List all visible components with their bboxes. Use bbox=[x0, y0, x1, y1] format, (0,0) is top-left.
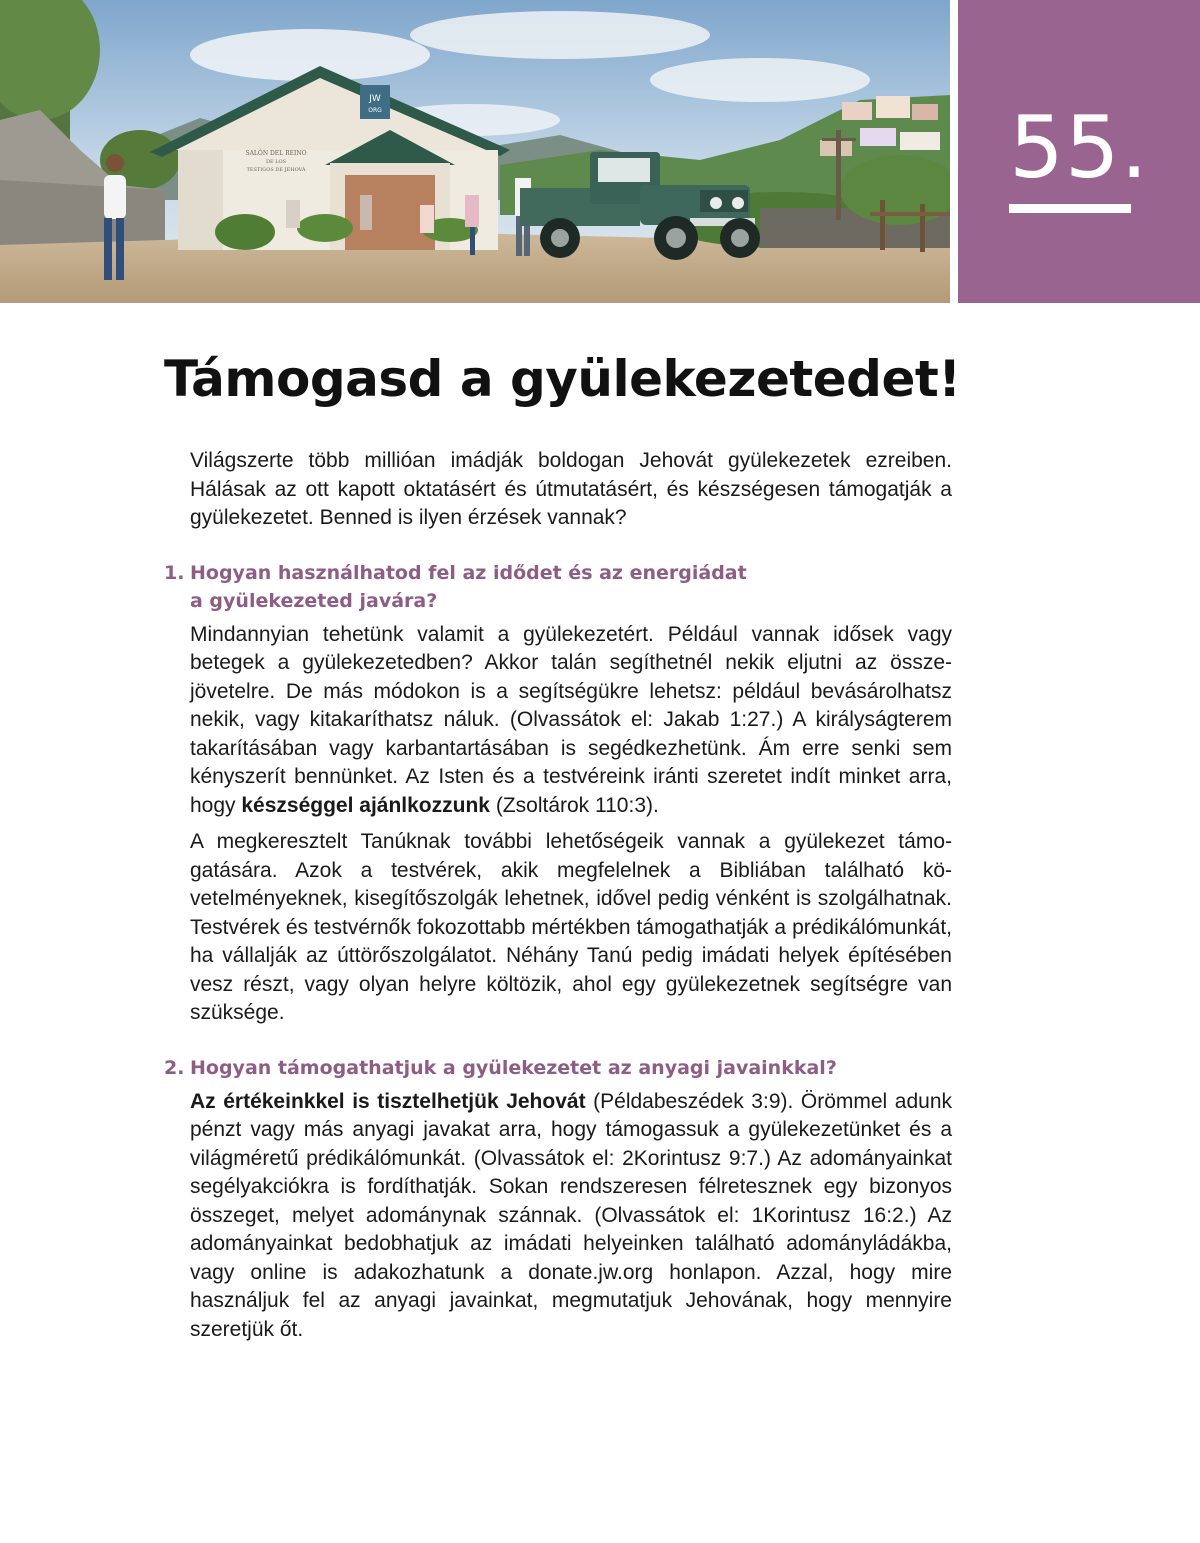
section-2-p1-emphasis: Az értékeinkkel is tisztelhetjük Jehovát bbox=[190, 1089, 586, 1113]
jw-logo-text-2: ORG bbox=[368, 107, 382, 114]
kingdom-hall-scene bbox=[0, 0, 950, 303]
lesson-number-tab bbox=[958, 0, 1200, 303]
building-sign-line-3: TESTIGOS DE JEHOVÁ bbox=[246, 167, 306, 173]
section-1-paragraph-1 bbox=[190, 621, 952, 821]
lesson-number: 55. bbox=[1009, 98, 1149, 198]
section-spacer bbox=[164, 1036, 952, 1054]
question-heading-2 bbox=[164, 1054, 952, 1082]
question-text-1-line-1: Hogyan használhatod fel az idődet és az energiádat bbox=[190, 561, 747, 584]
question-text-1-line-2: a gyülekezeted javára? bbox=[190, 589, 438, 612]
section-2-p1-text: (Példabeszédek 3:9). Örömmel adunk pénzt vagy más anyagi javakat arra, hogy támogassuk a gyülekezetünket és a világméretű prédikálómunkát. (Olvassátok el: 2Korintusz 9:7.) Az adományainkat segélyakciókra is fordíthatják. Sokan rendszeresen félretesznek egy bizonyos összeget, melyet adománynak szánnak. (Olvassátok el: 1Korintusz 16:2.) Az adományainkat bedobhatjuk az imádati helyeinken található adományládákba, vagy online is adakozhatunk a donate.jw.org honlapon. Azzal, hogy mire használjuk fel az anyagi javainkat, megmutatjuk Jehovának, hogy mennyire szeretjük őt. bbox=[190, 1089, 953, 1341]
lesson-number-underline bbox=[1009, 204, 1131, 213]
section-1-p1-reference: (Zsoltárok 110:3). bbox=[489, 793, 659, 817]
intro-paragraph: Világszerte több millióan imádják boldogan Jehovát gyülekezetek ezreiben. Hálásak az ott kapott oktatásért és útmutatásért, és készségesen támogatják a gyülekezetet. Benned is ilyen érzések vannak? bbox=[190, 449, 952, 529]
article-body bbox=[164, 447, 952, 1352]
section-1-paragraph-2: A megkeresztelt Tanúknak további lehetőségeik vannak a gyülekezet támogatására. Azok a testvérek, akik megfelelnek a Bibliában található követelményeknek, kisegítőszolgák lehetnek, idővel pedig vénként is szolgálhatnak. Testvérek és testvérnők fokozottabb mértékben támogathatják a prédikálómunkát, ha vállalják az úttörőszolgálatot. Néhány Tanú pedig imádati helyek építésében vesz részt, vagy olyan helyre költözik, ahol egy gyülekezetnek segítségre van szüksége. bbox=[190, 830, 952, 1024]
hero-illustration bbox=[0, 0, 950, 303]
page-title: Támogasd a gyülekezetedet! bbox=[164, 350, 961, 408]
section-2-paragraph-1 bbox=[190, 1088, 952, 1345]
building-sign-line-1: SALÓN DEL REINO bbox=[245, 150, 307, 157]
section-1-p1-emphasis: készséggel ajánlkozzunk bbox=[241, 793, 490, 817]
question-number-2: 2. bbox=[164, 1056, 185, 1079]
section-1-p1-text: Mindannyian tehetünk valamit a gyülekezetért. Például vannak idősek vagy betegek a gyülekezetedben? Akkor talán segíthetnél nekik eljutni az összejövetelre. De más módokon is a segítségükre lehetsz: például bevásárolhatsz nekik, vagy kitakaríthatsz náluk. (Olvassátok el: Jakab 1:27.) A királyságterem takarításában vagy karbantartásában is segédkezhetünk. Ám erre senki sem kényszerít bennünket. Az Isten és a testvéreink iránti szeretet indít minket arra, hogy bbox=[190, 622, 952, 817]
building-sign-line-2: DE LOS bbox=[265, 159, 287, 165]
question-number-1: 1. bbox=[164, 561, 185, 584]
question-heading-1 bbox=[164, 559, 952, 615]
question-text-2: Hogyan támogathatjuk a gyülekezetet az anyagi javainkkal? bbox=[190, 1056, 837, 1079]
jw-logo-text: JW bbox=[369, 94, 381, 104]
